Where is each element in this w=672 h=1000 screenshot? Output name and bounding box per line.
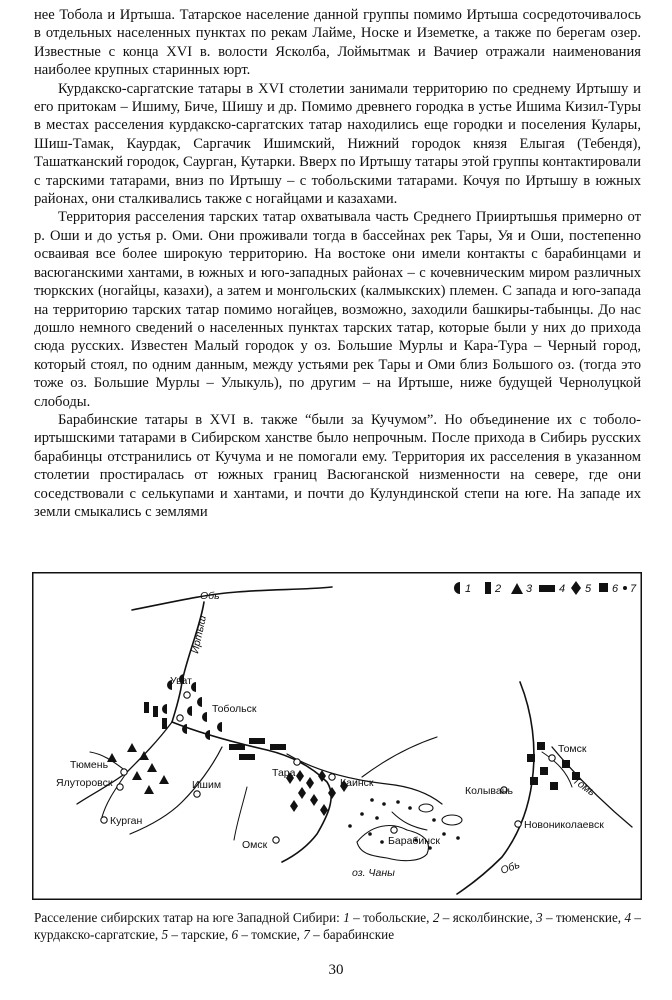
map-frame: [33, 573, 642, 900]
caption-num-6: 6: [231, 927, 239, 942]
legend-num-4: 4: [559, 583, 566, 595]
town-label-barabinsk: Барабинск: [388, 835, 440, 847]
caption-text-2: – ясколбинские,: [439, 910, 537, 925]
caption-num-1: 1: [343, 910, 350, 925]
body-text: [34, 6, 641, 521]
paragraph-3: Территория расселения тарских татар охватывала часть Среднего Прииртышья примерно от р. Оши и до устья р. Оми. Они проживали тогда в бассейнах рек Тары, Уя и Оши, постепенно осваивая все более широкую территорию. На востоке они имели контакты с барабинцами и васюганскими хантами, в южных и юго-западных районах – с кочевническим миром различных тюркских (ногайцы, казахи), а затем и монгольских (калмыкских) племен. С запада и юго-запада на территорию тарских татар помимо ногайцев, возможно, заходили башкиры-табынцы. До нас дошло немного сведений о населенных пунктах тарских татар, которые были у них до прихода сюда русских. Известен Малый городок у оз. Большие Мурлы и Кара-Тура – Черный город, который стоял, по одним данным, между устьями рек Тары и Оми близ Большого оз. (тогда это тоже оз. Большие Мурлы – Улыкуль), по другим – на Иртыше, ниже будущей Чернолуцкой слободы.: [34, 209, 641, 410]
legend-num-7: 7: [630, 583, 637, 595]
town-marker-omsk: [273, 837, 279, 843]
town-marker-kurgan: [101, 817, 107, 823]
town-label-omsk: Омск: [242, 839, 268, 851]
caption-text-5: – тарские,: [168, 927, 232, 942]
town-label-uvat: Уват: [170, 675, 192, 687]
settlement-map: [32, 572, 642, 900]
paragraph-2: Курдакско-саргатские татары в XVI столетии занимали территорию по среднему Иртышу и его притокам – Ишиму, Биче, Шишу и др. Помимо древнего городка в устье Ишима Кизил-Туры в местах расселения курдакско-саргатских татар находились еще городки и поселения Кулары, Шиш-Тамак, Каурдак, Саргачик Ишимский, Нижний городок князя Елыгая (Тебендя), Ташатканский городок, Саурган, Кутарки. Вверх по Иртышу татары этой группы контактировали с тарскими татарами, вниз по Иртышу – с тобольскими татарами. Кочуя по Иртышу в южных районах, они сталкивались также с ногайцами и казахами.: [34, 80, 641, 208]
town-label-ishim: Ишим: [192, 779, 222, 791]
legend-symbol-tall-rectangle: [485, 582, 491, 594]
caption-text-4: – курдакско-саргатские,: [34, 910, 641, 942]
caption-lead: Расселение сибирских татар на юге Западной Сибири:: [34, 910, 344, 925]
town-marker-uvat: [184, 692, 190, 698]
river-label-ob-south: Обь: [498, 858, 522, 877]
town-marker-tomsk: [549, 755, 555, 761]
town-label-tara: Тара: [272, 767, 296, 779]
town-marker-yalutorovsk: [117, 784, 123, 790]
caption-text-6: – томские,: [238, 927, 304, 942]
legend-num-1: 1: [465, 583, 472, 595]
paragraph-1: нее Тобола и Иртыша. Татарское население данной группы помимо Иртыша сосредоточивалось в отдельных населенных пунктах по рекам Лайме, Носке и Иземетке, а также по берегам озер. Известные с конца XVI в. волости Ясколба, Лоймытмак и Вачиер отражали наименования наиболее крупных старинных юрт.: [34, 7, 641, 79]
town-marker-novonikolaevsk: [515, 821, 521, 827]
town-marker-ishim: [194, 791, 200, 797]
town-label-novonikolaevsk: Новониколаевск: [524, 819, 604, 831]
town-marker-barabinsk: [391, 827, 397, 833]
caption-num-7: 7: [303, 927, 310, 942]
town-label-kainsk: Каинск: [340, 777, 374, 789]
town-label-yalutorovsk: Ялуторовск: [56, 777, 113, 789]
town-label-tomsk: Томск: [558, 743, 587, 755]
legend-num-3: 3: [526, 583, 533, 595]
legend-num-5: 5: [585, 583, 592, 595]
legend-symbol-dot: [623, 586, 627, 590]
caption-text-3: – тюменские,: [542, 910, 625, 925]
lake-label-chany: оз. Чаны: [352, 867, 395, 879]
town-marker-tara: [294, 759, 300, 765]
caption-num-4: 4: [624, 910, 632, 925]
legend-symbol-square: [599, 583, 608, 592]
page-number: 30: [328, 962, 344, 978]
town-label-tyumen: Тюмень: [70, 759, 109, 771]
caption-text-1: – тобольские,: [349, 910, 433, 925]
legend-num-6: 6: [612, 583, 619, 595]
town-marker-tyumen: [121, 769, 127, 775]
paragraph-4: Барабинские татары в XVI в. также “были за Кучумом”. Но объединение их с тоболо-иртышскими татарами в Сибирском ханстве было непрочным. После прихода в Сибирь русских барабинцы отстранились от Кучума и не помогали ему. Территория их расселения в указанном столетии простиралась от южных границ Васюганской низменности на севере, где они соседствовали с селькупами и хантами, и почти до Кулундинской степи на юге. На западе их земли смыкались с землями: [34, 411, 641, 520]
town-marker-tobolsk: [177, 715, 183, 721]
caption-num-2: 2: [432, 910, 440, 925]
river-label-tom: Томь: [570, 774, 598, 799]
river-label-irtysh: Иртыш: [189, 614, 209, 655]
map-caption: [34, 909, 641, 943]
caption-num-3: 3: [536, 910, 543, 925]
town-marker-kainsk: [329, 774, 335, 780]
town-label-tobolsk: Тобольск: [212, 703, 257, 715]
river-label-ob-north: Обь: [200, 590, 220, 602]
town-label-kurgan: Курган: [110, 815, 143, 827]
legend-symbol-wide-rectangle: [539, 585, 555, 592]
town-label-kolyvan: Колывань: [465, 785, 513, 797]
caption-num-5: 5: [161, 927, 169, 942]
caption-text-7: – барабинские: [309, 927, 395, 942]
legend-num-2: 2: [495, 583, 502, 595]
